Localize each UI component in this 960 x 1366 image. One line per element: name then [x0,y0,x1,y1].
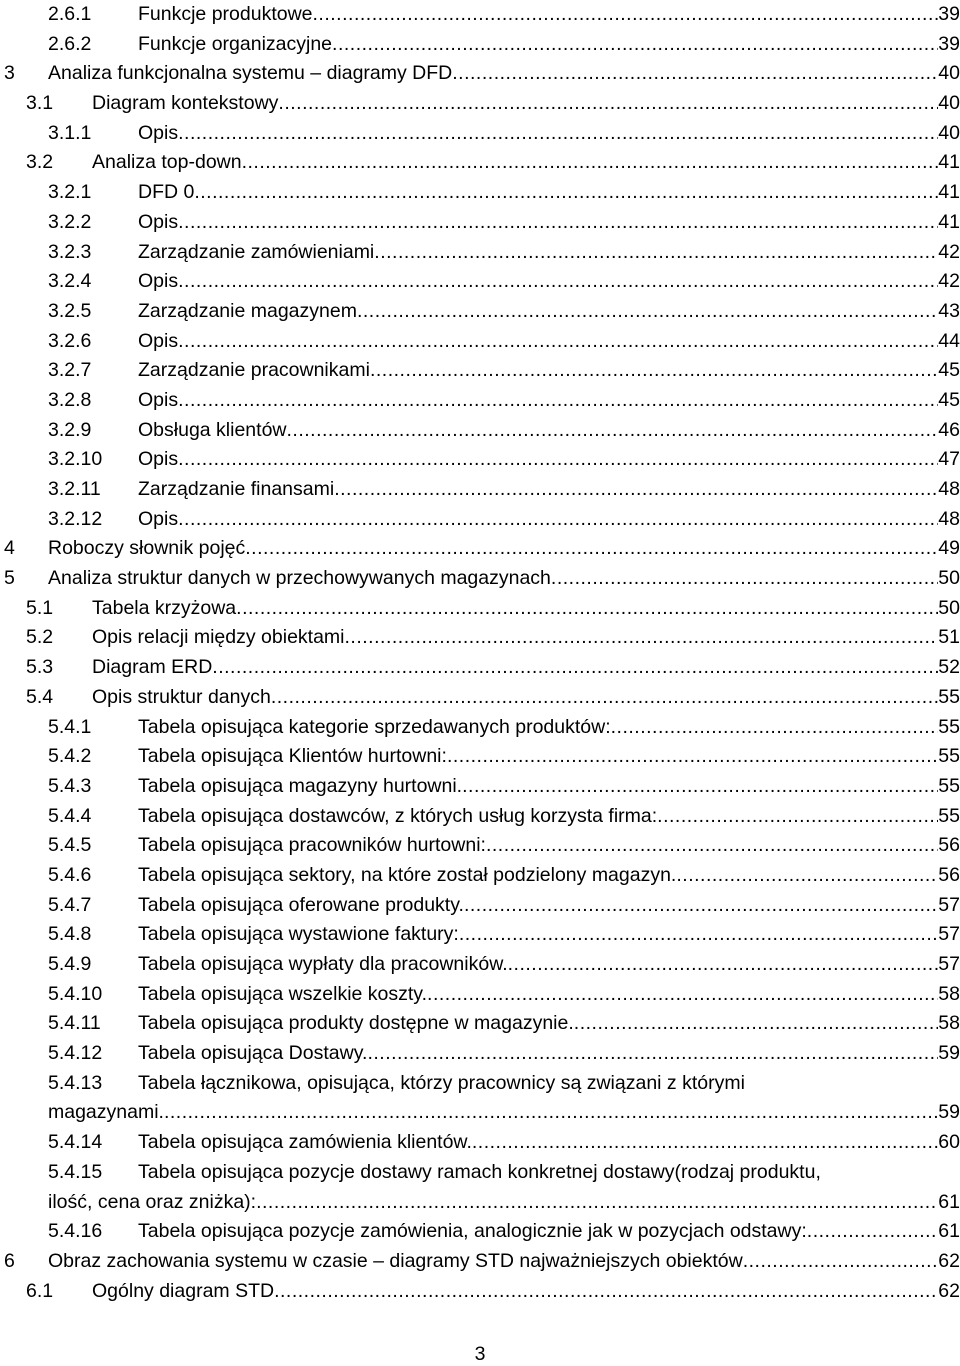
toc-entry[interactable] [0,861,960,891]
toc-entry-title: ilość, cena oraz zniżka): [48,1190,257,1213]
dot-leader [245,534,938,564]
toc-entry-number: 5.4.3 [48,774,92,797]
toc-entry-number: 3 [4,62,15,85]
toc-entry-page: 56 [938,863,960,886]
toc-entry-number: 3.2.8 [48,388,92,411]
toc-entry[interactable] [0,623,960,653]
toc-entry[interactable] [0,1039,960,1069]
toc-entry-page: 60 [938,1131,960,1154]
toc-entry[interactable] [0,772,960,802]
toc-entry-title: Obraz zachowania systemu w czasie – diagramy STD najważniejszych obiektów [48,1249,743,1272]
toc-entry-page: 42 [938,240,960,263]
toc-entry-page: 55 [938,745,960,768]
toc-entry-number: 5.1 [26,596,54,619]
toc-entry[interactable] [0,119,960,149]
dot-leader [574,1009,939,1039]
dot-leader [367,1039,938,1069]
toc-entry-title: Tabela opisująca wypłaty dla pracowników. [138,953,508,975]
toc-entry[interactable] [0,1009,960,1039]
toc-entry-page: 61 [938,1190,960,1213]
toc-entry-title: Tabela opisująca magazyny hurtowni. [138,774,463,797]
toc-entry-number: 3.2.11 [48,478,101,500]
toc-entry-title: Opis relacji między obiektami [92,626,345,649]
dot-leader [743,1247,939,1277]
toc-entry-number: 3.2.7 [48,359,92,382]
dot-leader [462,772,938,802]
toc-entry-title: DFD 0 [138,181,195,204]
toc-entry-number: 5.4.11 [48,1012,101,1035]
toc-entry-title: Funkcje organizacyjne [138,32,333,55]
toc-entry-title: Opis [138,270,179,293]
toc-entry-page: 42 [938,270,960,293]
dot-leader [427,980,938,1010]
toc-entry-title: Tabela opisująca zamówienia klientów. [138,1131,472,1154]
toc-entry-number: 5.4 [26,685,54,708]
toc-entry-page: 62 [938,1279,960,1302]
toc-entry-number: 6.1 [26,1279,54,1302]
toc-entry-title: Tabela opisująca wystawione faktury: [138,923,459,946]
toc-entry-number: 3.2.4 [48,270,92,293]
toc-entry-page: 57 [938,953,960,975]
toc-entry-page: 55 [938,774,960,797]
toc-entry-page: 57 [938,923,960,946]
toc-entry[interactable] [0,891,960,921]
toc-entry-page: 40 [938,121,960,144]
toc-entry-title: Analiza funkcjonalna systemu – diagramy DFD [48,62,453,85]
dot-leader [313,0,939,30]
toc-entry-number: 3.2.10 [48,448,103,471]
dot-leader [178,208,938,238]
toc-entry-number: 5.4.1 [48,715,92,738]
toc-entry-title: Tabela opisująca dostawców, z których usług korzysta firma: [138,804,658,827]
dot-leader [551,564,938,594]
toc-entry[interactable] [0,980,960,1010]
toc-entry[interactable] [0,386,960,416]
dot-leader [370,356,938,386]
dot-leader [236,594,938,624]
toc-entry-title: Tabela opisująca Dostawy. [138,1042,368,1065]
toc-entry-page: 62 [938,1249,960,1272]
dot-leader [242,148,939,178]
toc-entry[interactable] [0,742,960,772]
toc-entry-page: 55 [938,685,960,708]
toc-entry-title: Opis [138,388,179,411]
toc-entry-page: 39 [938,32,960,55]
toc-entry-number: 2.6.2 [48,32,92,55]
dot-leader [508,950,939,980]
toc-entry-page: 48 [938,478,960,500]
toc-entry[interactable] [0,534,960,564]
toc-entry-number: 3.2 [26,151,54,174]
toc-entry[interactable] [0,1247,960,1277]
toc-entry-page: 61 [938,1220,960,1243]
toc-entry[interactable] [0,238,960,268]
toc-entry-title: Diagram kontekstowy [92,92,279,115]
toc-entry-number: 4 [4,537,15,560]
toc-entry-title: Tabela opisująca pozycje zamówienia, analogicznie jak w pozycjach odstawy: [138,1220,807,1243]
toc-entry-number: 5.4.14 [48,1131,103,1154]
toc-entry-title: Tabela opisująca Klientów hurtowni: [138,745,447,768]
toc-entry-number: 3.2.12 [48,507,103,530]
toc-entry-page: 44 [938,329,960,352]
toc-entry-title: Opis [138,507,179,530]
dot-leader [164,1098,938,1128]
toc-entry-title: Opis [138,121,179,144]
dot-leader [357,297,938,327]
toc-entry[interactable] [0,831,960,861]
toc-entry-page: 50 [938,567,960,590]
dot-leader [374,238,938,268]
toc-entry-page: 59 [938,1101,960,1124]
toc-entry-number: 3.1 [26,92,54,115]
toc-entry-number: 3.2.5 [48,299,92,322]
toc-entry-number: 5.4.2 [48,745,92,768]
toc-entry-number: 5.4.4 [48,804,92,827]
toc-entry[interactable] [0,1277,960,1307]
dot-leader [178,505,938,535]
dot-leader [212,653,938,683]
toc-entry-page: 45 [938,388,960,411]
toc-entry-number: 3.2.6 [48,329,92,352]
toc-entry[interactable] [0,564,960,594]
dot-leader [332,30,938,60]
toc-entry[interactable] [0,1128,960,1158]
dot-leader [459,920,938,950]
toc-entry-page: 59 [938,1042,960,1065]
toc-entry[interactable] [0,267,960,297]
toc-entry[interactable] [0,594,960,624]
toc-entry-title: Zarządzanie magazynem [138,299,357,322]
dot-leader [807,1217,939,1247]
page-number: 3 [474,1343,486,1365]
toc-entry-title: Ogólny diagram STD [92,1279,275,1302]
toc-entry-title: Zarządzanie pracownikami [138,359,370,382]
toc-entry-title-line1: Tabela opisująca pozycje dostawy ramach konkretnej dostawy(rodzaj produktu, [138,1160,821,1183]
dot-leader [657,802,938,832]
toc-entry-number: 5.4.16 [48,1220,103,1243]
dot-leader [287,416,939,446]
dot-leader [278,89,938,119]
toc-entry[interactable] [0,1158,960,1217]
toc-entry-page: 46 [938,418,960,441]
toc-entry-title: Zarządzanie finansami [138,478,335,500]
toc-entry-page: 50 [938,596,960,619]
dot-leader [178,267,938,297]
toc-entry-number: 5.4.7 [48,893,92,916]
dot-leader [274,1277,938,1307]
toc-entry-number: 5.4.5 [48,834,92,857]
dot-leader [334,475,938,505]
toc-entry[interactable] [0,297,960,327]
toc-entry-number: 5.4.13 [48,1071,103,1094]
toc-entry[interactable] [0,208,960,238]
toc-entry-page: 41 [938,181,960,204]
dot-leader [194,178,938,208]
dot-leader [256,1188,938,1218]
toc-entry[interactable] [0,178,960,208]
toc-entry-number: 5.4.12 [48,1042,103,1065]
toc-entry-title: Analiza struktur danych w przechowywanych magazynach [48,567,551,590]
toc-entry[interactable] [0,713,960,743]
toc-entry-number: 5 [4,567,15,590]
toc-entry-number: 5.2 [26,626,54,649]
toc-entry-page: 40 [938,62,960,85]
dot-leader [178,327,938,357]
toc-entry-title: Opis [138,210,179,233]
toc-entry[interactable] [0,1069,960,1128]
toc-entry-page: 58 [938,982,960,1005]
toc-entry-page: 41 [938,210,960,233]
toc-entry-number: 3.2.1 [48,181,92,204]
toc-entry-title: Opis [138,329,179,352]
toc-entry-title: Roboczy słownik pojęć [48,537,246,560]
toc-entry-title: Tabela opisująca oferowane produkty. [138,893,464,916]
toc-entry[interactable] [0,683,960,713]
toc-entry-page: 47 [938,448,960,471]
toc-entry-title-line1: Tabela łącznikowa, opisująca, którzy pracownicy są związani z którymi [138,1071,745,1094]
toc-entry[interactable] [0,653,960,683]
toc-entry-page: 48 [938,507,960,530]
toc-entry-page: 45 [938,359,960,382]
toc-entry-page: 51 [938,626,960,649]
toc-entry-page: 56 [938,834,960,857]
toc-entry[interactable] [0,30,960,60]
toc-entry[interactable] [0,416,960,446]
toc-entry-number: 5.4.6 [48,863,92,886]
toc-entry-title: Tabela opisująca pracowników hurtowni: [138,834,486,857]
toc-entry-number: 3.1.1 [48,121,92,144]
toc-entry-title: Tabela opisująca sektory, na które został podzielony magazyn. [138,863,677,886]
toc-entry-title: magazynami. [48,1101,164,1124]
toc-entry[interactable] [0,356,960,386]
toc-entry[interactable] [0,0,960,30]
toc-entry[interactable] [0,475,960,505]
toc-entry[interactable] [0,445,960,475]
toc-entry[interactable] [0,950,960,980]
toc-entry-number: 6 [4,1249,15,1272]
toc-entry-title: Opis [138,448,179,471]
dot-leader [178,445,938,475]
toc-entry-title: Funkcje produktowe [138,3,313,25]
dot-leader [676,861,938,891]
toc-entry-page: 55 [938,804,960,827]
toc-entry-title: Tabela opisująca wszelkie koszty. [138,982,428,1005]
toc-entry-page: 55 [938,715,960,738]
toc-entry-page: 49 [938,537,960,560]
toc-entry-page: 40 [938,92,960,115]
toc-entry-title: Opis struktur danych [92,685,271,708]
toc-entry[interactable] [0,802,960,832]
toc-entry-page: 43 [938,299,960,322]
toc-entry[interactable] [0,1217,960,1247]
dot-leader [452,59,938,89]
dot-leader [271,683,938,713]
dot-leader [447,742,938,772]
toc-entry-page: 39 [938,3,960,25]
toc-entry[interactable] [0,89,960,119]
toc-entry-title: Tabela opisująca produkty dostępne w magazynie. [138,1012,574,1035]
toc-entry-page: 52 [938,656,960,679]
toc-entry-page: 41 [938,151,960,174]
toc-entry-number: 3.2.9 [48,418,92,441]
toc-entry-title: Diagram ERD [92,656,213,679]
dot-leader [464,891,938,921]
dot-leader [472,1128,938,1158]
dot-leader [178,119,938,149]
toc-entry-number: 3.2.2 [48,210,92,233]
toc-entry-number: 5.3 [26,656,54,679]
toc-entry[interactable] [0,59,960,89]
toc-entry-number: 5.4.9 [48,953,92,975]
toc-entry[interactable] [0,920,960,950]
toc-entry[interactable] [0,505,960,535]
toc-entry-page: 57 [938,893,960,916]
dot-leader [345,623,939,653]
toc-entry-number: 5.4.15 [48,1160,103,1183]
toc-entry-page: 58 [938,1012,960,1035]
toc-entry-title: Obsługa klientów [138,418,287,441]
dot-leader [611,713,939,743]
toc-entry-number: 2.6.1 [48,3,92,25]
dot-leader [178,386,938,416]
toc-entry-title: Analiza top-down [92,151,242,174]
toc-entry[interactable] [0,148,960,178]
toc-entry-title: Zarządzanie zamówieniami [138,240,375,263]
dot-leader [486,831,938,861]
toc-entry[interactable] [0,327,960,357]
toc-entry-number: 5.4.8 [48,923,92,946]
toc-entry-title: Tabela opisująca kategorie sprzedawanych produktów: [138,715,611,738]
toc-entry-number: 5.4.10 [48,982,103,1005]
toc-entry-number: 3.2.3 [48,240,92,263]
toc-entry-title: Tabela krzyżowa [92,596,237,619]
